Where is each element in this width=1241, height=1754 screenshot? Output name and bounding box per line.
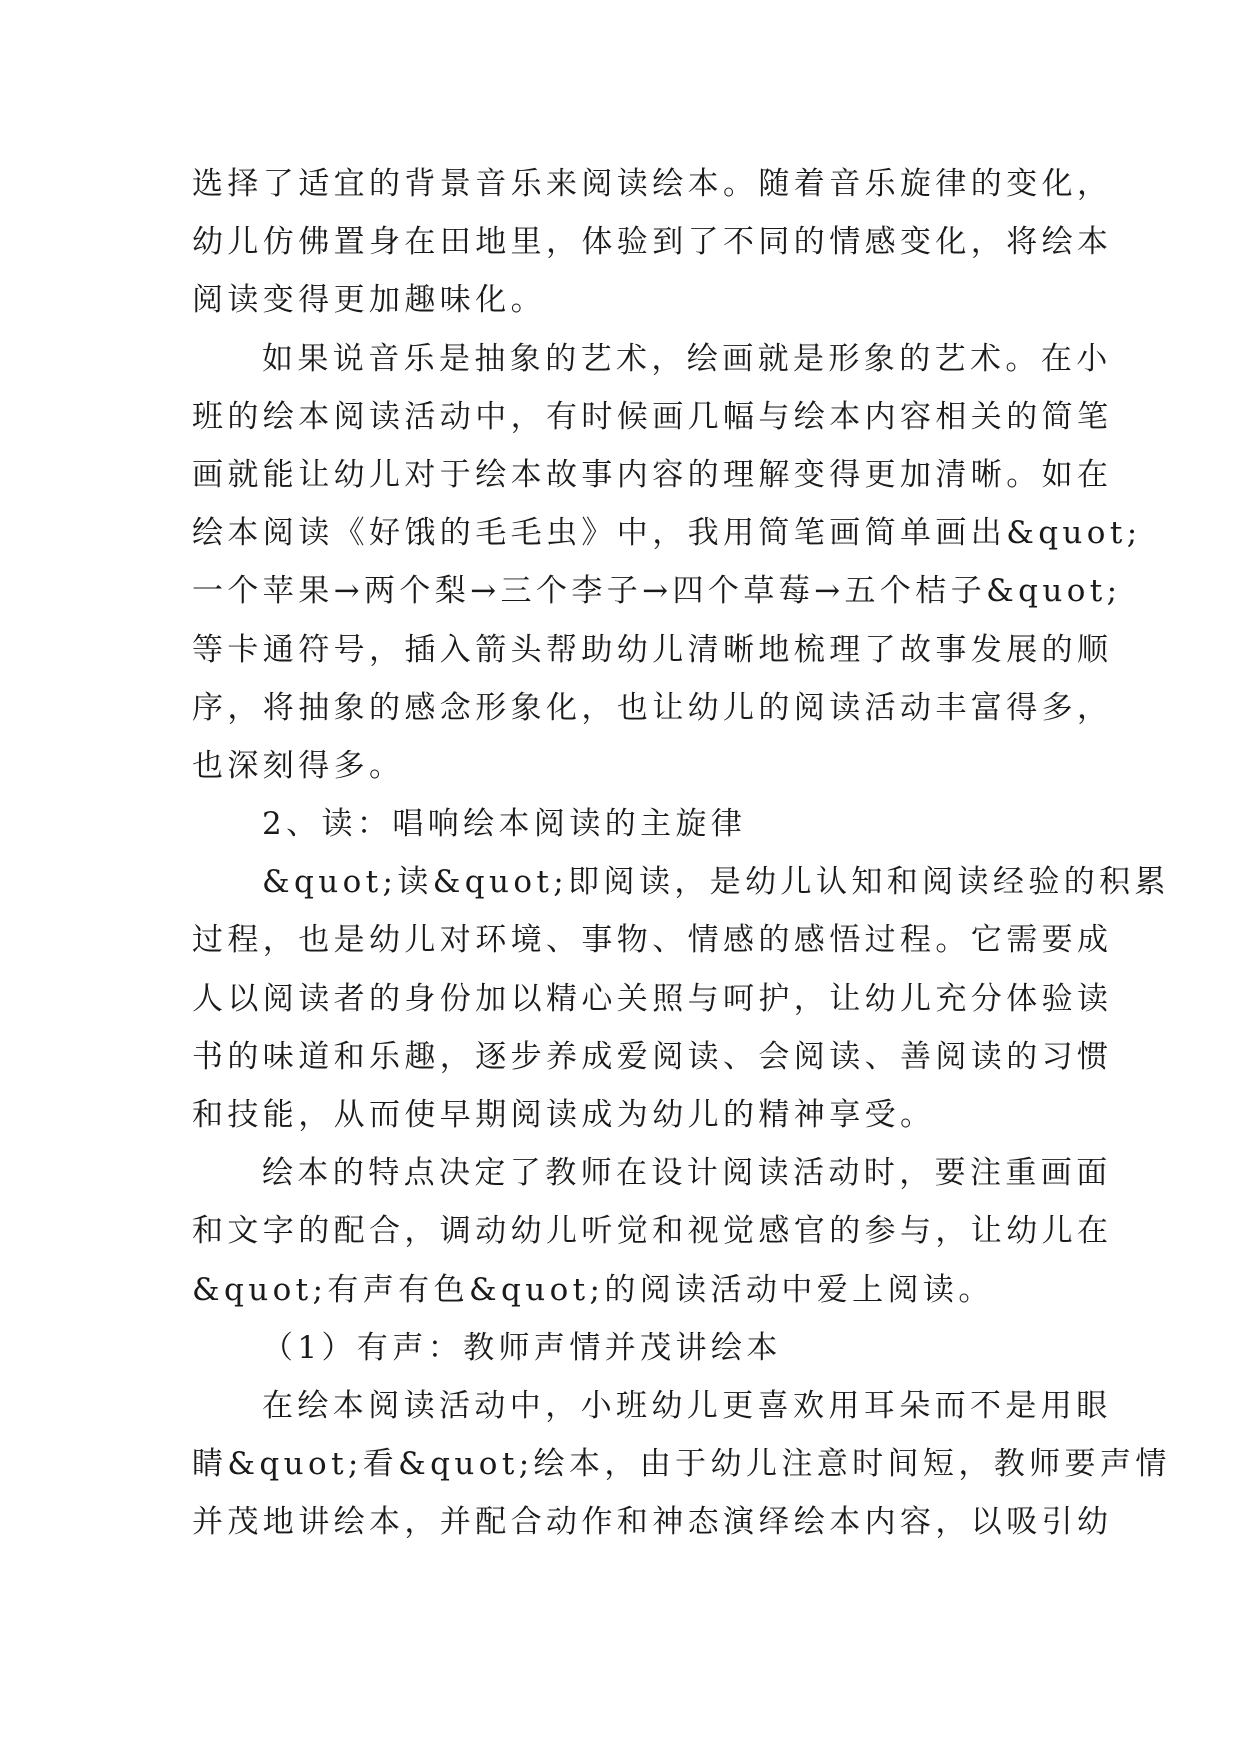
text-line: 和技能，从而使早期阅读成为幼儿的精神享受。: [192, 1097, 936, 1133]
text-line: &quot;读&quot;即阅读，是幼儿认知和阅读经验的积累: [262, 864, 1170, 901]
text-line: 画就能让幼儿对于绘本故事内容的理解变得更加清晰。如在: [192, 456, 1113, 493]
document-body: [192, 155, 1171, 1552]
text-line: 睛&quot;看&quot;绘本，由于幼儿注意时间短，教师要声情: [192, 1446, 1171, 1483]
text-line: 也深刻得多。: [192, 747, 405, 784]
text-line: 和文字的配合，调动幼儿听觉和视觉感官的参与，让幼儿在: [192, 1213, 1113, 1250]
text-line: 阅读变得更加趣味化。: [192, 282, 546, 319]
text-line: 班的绘本阅读活动中，有时候画几幅与绘本内容相关的简笔: [192, 398, 1113, 435]
text-line: 人以阅读者的身份加以精心关照与呵护，让幼儿充分体验读: [192, 980, 1113, 1017]
text-line: 并茂地讲绘本，并配合动作和神态演绎绘本内容，以吸引幼: [192, 1504, 1113, 1541]
subsection-heading: （1）有声：教师声情并茂讲绘本: [262, 1329, 782, 1366]
text-line: 书的味道和乐趣，逐步养成爱阅读、会阅读、善阅读的习惯: [192, 1038, 1113, 1075]
text-line: 在绘本阅读活动中，小班幼儿更喜欢用耳朵而不是用眼: [262, 1387, 1112, 1424]
text-line: 序，将抽象的感念形象化，也让幼儿的阅读活动丰富得多，: [192, 689, 1113, 726]
text-line: 等卡通符号，插入箭头帮助幼儿清晰地梳理了故事发展的顺: [192, 631, 1113, 668]
text-line: 如果说音乐是抽象的艺术，绘画就是形象的艺术。在小: [262, 340, 1112, 377]
text-line: &quot;有声有色&quot;的阅读活动中爱上阅读。: [192, 1271, 994, 1308]
text-line: 一个苹果→两个梨→三个李子→四个草莓→五个桔子&quot;: [192, 573, 1122, 610]
text-line: 过程，也是幼儿对环境、事物、情感的感悟过程。它需要成: [192, 922, 1113, 959]
text-line: 选择了适宜的背景音乐来阅读绘本。随着音乐旋律的变化，: [192, 166, 1113, 202]
section-heading: 2、读：唱响绘本阅读的主旋律: [262, 806, 747, 843]
text-line: 绘本的特点决定了教师在设计阅读活动时，要注重画面: [262, 1155, 1112, 1192]
text-line: 幼儿仿佛置身在田地里，体验到了不同的情感变化，将绘本: [192, 224, 1113, 261]
text-line: 绘本阅读《好饿的毛毛虫》中，我用简笔画简单画出&quot;: [192, 515, 1142, 552]
